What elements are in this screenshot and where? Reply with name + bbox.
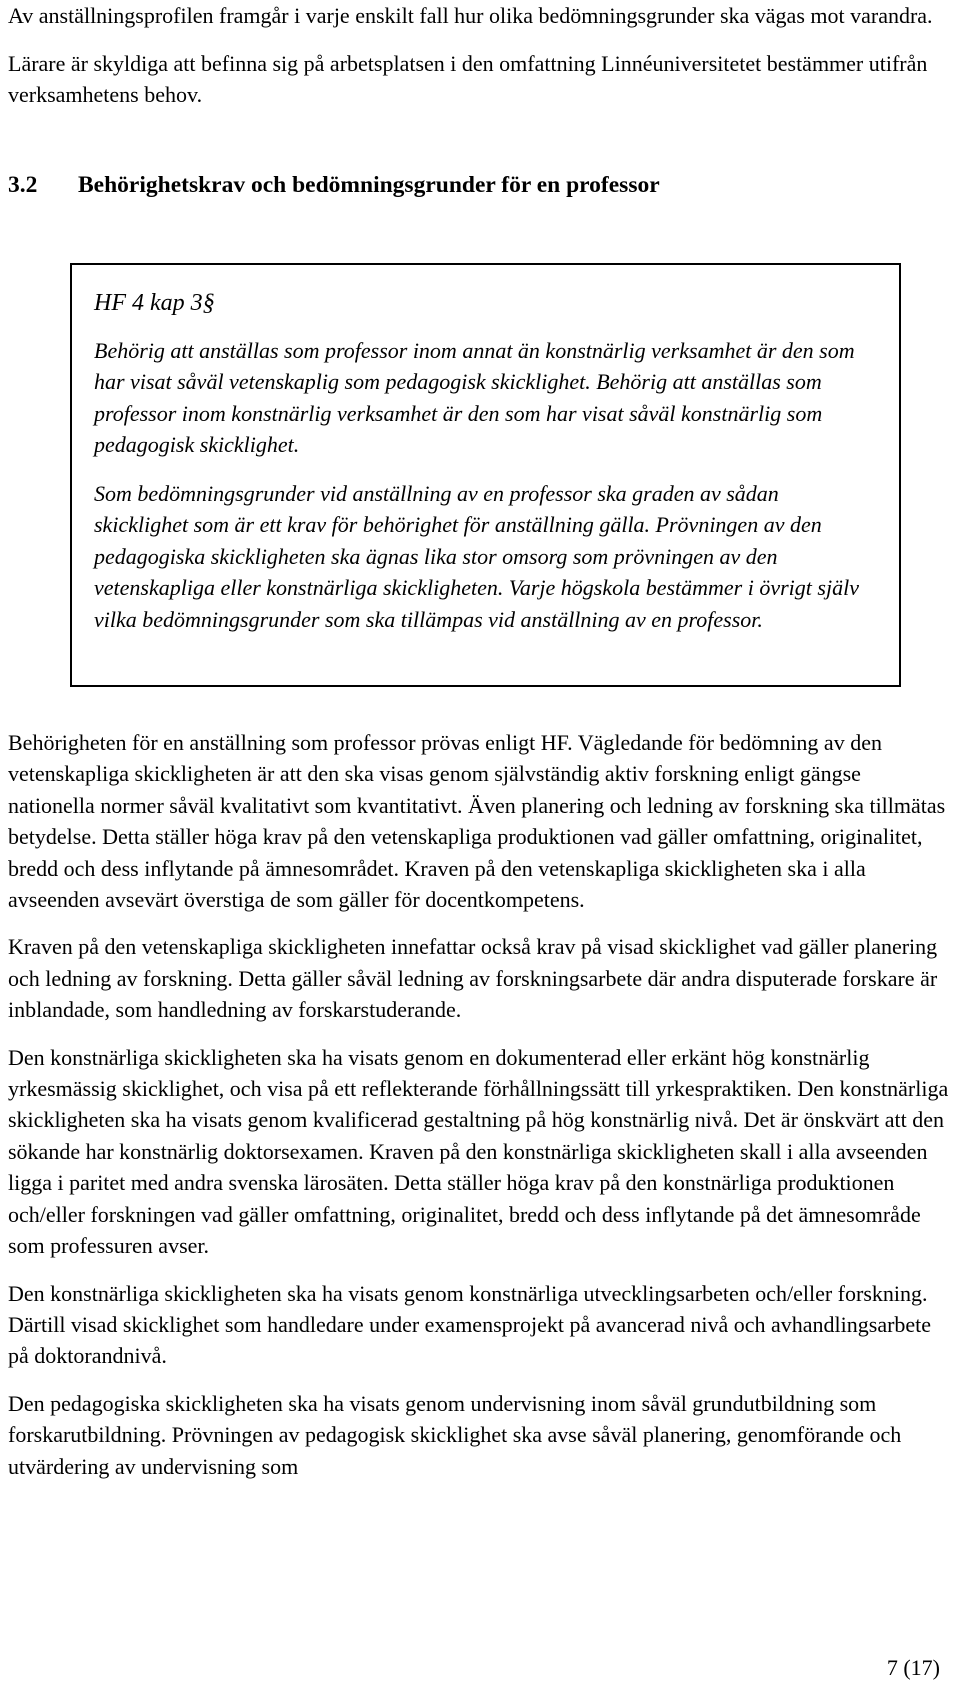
quote-paragraph: Behörig att anställas som professor inom annat än konstnärlig verksamhet är den som har visat såväl vetenskaplig som pedagogisk skicklighet. Behörig att anställas som professor inom konstnärlig verksamhet är den som har visat såväl konstnärlig som pedagogisk skicklighet. [94,337,855,457]
body-paragraph: Kraven på den vetenskapliga skickligheten innefattar också krav på visad skicklighet vad gäller planering och ledning av forskning. Detta gäller såväl ledning av forskningsarbete där andra disputerade forskare är inblandade, som handledning av forskarstuderande. [8,934,938,1023]
quote-paragraph: Som bedömningsgrunder vid anställning av en professor ska graden av sådan skicklighet som är ett krav för behörighet för anställning gälla. Prövningen av den pedagogiska skickligheten ska ägnas lika stor omsorg som prövningen av den vetenskapliga eller konstnärliga skickligheten. Varje högskola bestämmer i övrigt själv vilka bedömningsgrunder som ska tillämpas vid anställning av en professor. [94,480,859,632]
section-number: 3.2 [8,172,38,198]
law-quote-box [70,263,901,687]
intro-paragraph: Lärare är skyldiga att befinna sig på arbetsplatsen i den omfattning Linnéuniversitetet bestämmer utifrån verksamhetens behov. [8,51,928,107]
intro-paragraph: Av anställningsprofilen framgår i varje enskilt fall hur olika bedömningsgrunder ska vägas mot varandra. [8,3,933,28]
body-paragraph: Den konstnärliga skickligheten ska ha visats genom en dokumenterad eller erkänt hög konstnärlig yrkesmässig skicklighet, och visa på ett reflekterande förhållningssätt till yrkespraktiken. Den konstnärliga skickligheten ska ha visats genom kvalificerad gestaltning på hög konstnärlig nivå. Det är önskvärt att den sökande har konstnärlig doktorsexamen. Kraven på den konstnärliga skickligheten skall i alla avseenden ligga i paritet med andra svenska lärosäten. Detta ställer höga krav på den konstnärliga produktionen och/eller forskningen vad gäller omfattning, originalitet, bredd och dess inflytande på det ämnesområde som professuren avser. [8,1044,949,1259]
section-heading [8,168,660,202]
body-paragraph: Den konstnärliga skickligheten ska ha visats genom konstnärliga utvecklingsarbeten och/eller forskning. Därtill visad skicklighet som handledare under examensprojekt på avancerad nivå och avhandlingsarbete på doktorandnivå. [8,1280,932,1369]
section-title: Behörighetskrav och bedömningsgrunder för en professor [78,172,660,198]
page-number: 7 (17) [886,1655,940,1680]
body-paragraph: Behörigheten för en anställning som professor prövas enligt HF. Vägledande för bedömning av den vetenskapliga skickligheten är att den ska visas genom självständig aktiv forskning enligt gängse nationella normer såväl kvalitativt som kvantitativt. Även planering och ledning av forskning ska tillmätas betydelse. Detta ställer höga krav på den vetenskapliga produktionen vad gäller omfattning, originalitet, bredd och dess inflytande på ämnesområdet. Kraven på den vetenskapliga skickligheten ska i alla avseenden avsevärt överstiga de som gäller för docentkompetens. [8,730,946,913]
law-reference: HF 4 kap 3§ [94,290,215,316]
body-section [8,727,953,1498]
intro-section [8,0,953,127]
body-paragraph: Den pedagogiska skickligheten ska ha visats genom undervisning inom såväl grundutbildning som forskarutbildning. Prövningen av pedagogisk skicklighet ska avse såväl planering, genomförande och utvärdering av undervisning som [8,1390,902,1479]
